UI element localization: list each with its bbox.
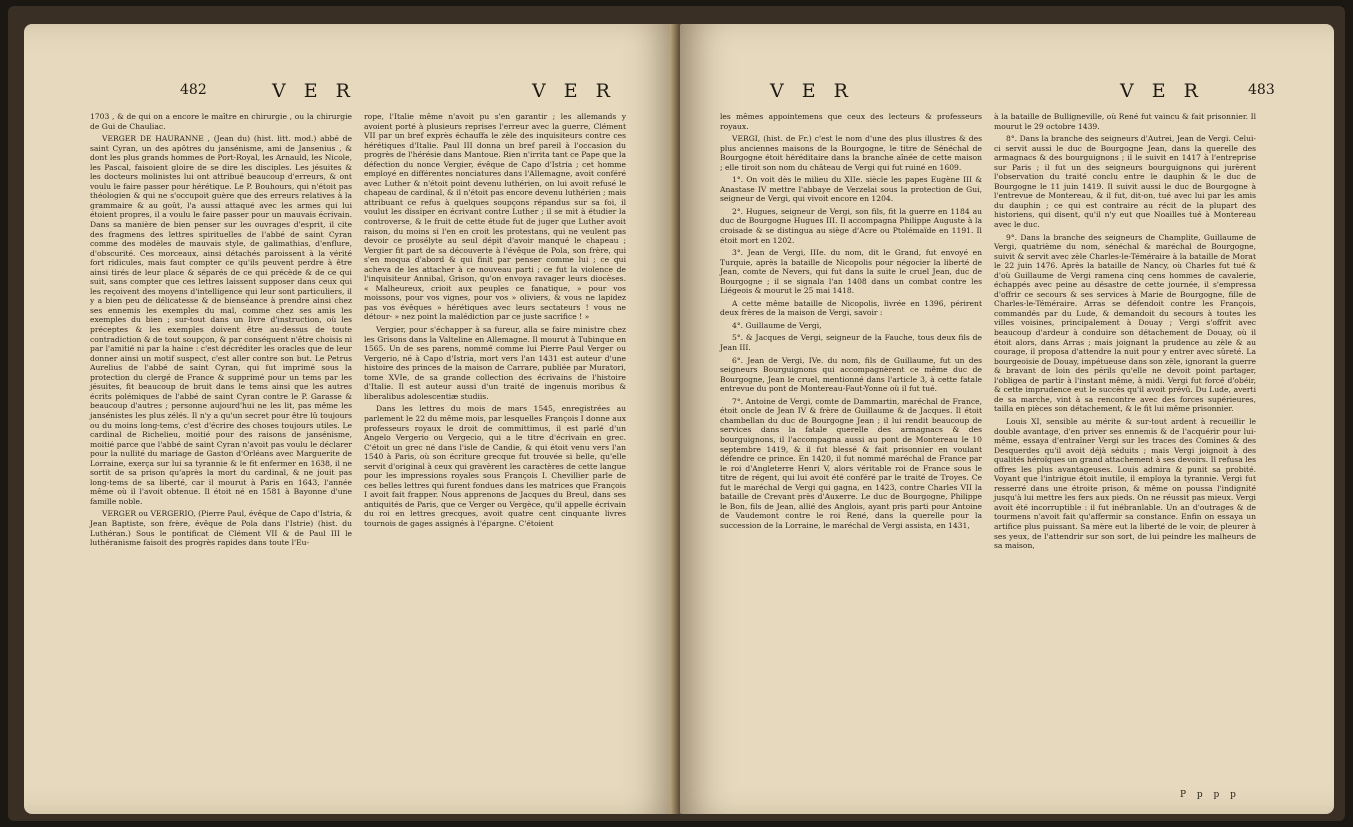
running-head: V E R bbox=[770, 80, 854, 102]
running-head: V E R bbox=[1120, 80, 1204, 102]
paragraph: les mêmes appointemens que ceux des lecteurs & professeurs royaux. bbox=[720, 112, 982, 131]
text-column-1 bbox=[90, 112, 352, 551]
paragraph: 8°. Dans la branche des seigneurs d'Autrei, Jean de Vergi. Celui-ci servit aussi le duc de Bourgogne Jean, dans la querelle des armagnacs & des bourguignons ; il le suivit en 1417 à l'entreprise sur Paris ; il fut un des seigneurs bourguignons qui jurèrent l'observation du traité conclu entre le dauphin & le duc de Bourgogne le 11 juin 1419. Il suivit aussi le duc de Bourgogne à l'entrevue de Montereau, & il fut, dit-on, tué avec lui par les amis du dauphin ; ce qui est contraire au récit de la plupart des historiens, qui disent, qu'il n'y eut que Noailles tué à Montereau avec le duc. bbox=[994, 134, 1256, 230]
paragraph: 7°. Antoine de Vergi, comte de Dammartin, maréchal de France, étoit oncle de Jean IV & frère de Guillaume & de Jacques. Il étoit chambellan du duc de Bourgogne Jean ; il lui rendit beaucoup de services dans la fatale querelle des armagnacs & des bourguignons, il l'accompagna aussi au pont de Montereau le 10 septembre 1419, & il fut blessé & fait prisonnier en voulant défendre ce prince. En 1420, il fut nommé maréchal de France par le roi d'Angleterre Henri V, alors véritable roi de France sous le titre de régent, qui lui avoit été conféré par le traité de Troyes. Ce fut le maréchal de Vergi qui gagna, en 1423, contre Charles VII la bataille de Crevant près d'Auxerre. Le duc de Bourgogne, Philippe le Bon, fils de Jean, allié des Anglois, ayant pris parti pour Antoine de Vaudemont contre le roi René, dans la querelle pour la succession de la Lorraine, le maréchal de Vergi assista, en 1431, bbox=[720, 396, 982, 530]
running-head: V E R bbox=[532, 80, 616, 102]
page-number: 483 bbox=[1248, 82, 1275, 98]
running-head: V E R bbox=[272, 80, 356, 102]
paragraph: 1°. On voit dès le milieu du XIIe. siècle les papes Eugène III & Anastase IV mettre l'abbaye de Verzelai sous la protection de Gui, seigneur de Vergi, qui vivoit encore en 1204. bbox=[720, 175, 982, 204]
paragraph: 2°. Hugues, seigneur de Vergi, son fils, fit la guerre en 1184 au duc de Bourgogne Hugues III. Il accompagna Philippe Auguste à la croisade & se distingua au siège d'Acre ou Ptolémaïde en 1191. Il étoit mort en 1202. bbox=[720, 206, 982, 245]
paragraph: 4°. Guillaume de Vergi, bbox=[732, 320, 822, 330]
paragraph: 5°. & Jacques de Vergi, seigneur de la Fauche, tous deux fils de Jean III. bbox=[720, 333, 982, 353]
text-column-2 bbox=[994, 112, 1256, 554]
paragraph: VERGER DE HAURANNE , (Jean du) (hist. litt. mod.) abbé de saint Cyran, un des apôtres du jansénisme, ami de Jansenius , & dont les plus grands hommes de Port-Royal, les Arnauld, les Nicole, les Pascal, faisoient gloire de se dire les disciples. Les jésuites & les docteurs molinistes lui ont attribué beaucoup d'erreurs, & ont voulu le faire passer pour hérétique. Le P. Bouhours, qui n'étoit pas théologien & qui ne s'occupoit guère que des erreurs relatives à la grammaire & au goût, l'a aussi attaqué avec les armes qui lui étoient propres, il a voulu le faire passer pour un mauvais écrivain. Dans sa manière de bien penser sur les ouvrages d'esprit, il cite des fragmens des lettres spirituelles de l'abbé de saint Cyran comme des modèles de mauvais style, de galimathias, d'enflure, d'obscurité. Ces morceaux, ainsi détachés paroissent à la vérité fort ridicules, mais faut compter ce qu'ils peuvent perdre à être ainsi tirés de leur place & séparés de ce qui précède & de ce qui suit, sans compter que ces lettres laissent supposer dans ceux qui les reçoivent des moyens d'intelligence qui leur sont particuliers, il y a bien peu de délicatesse & de bienséance à prendre ainsi chez ses ennemis les exemples du mal, comme chez ses amis les exemples du bien ; sur-tout dans un livre d'instruction, où les préceptes & les exemples doivent être au-dessus de toute contradiction & de tout soupçon, & par conséquent n'être choisis ni par l'amitié ni par la haine : c'est décréditer les oracles que de leur donner ainsi un motif suspect, c'est aller contre son but. Le Petrus Aurelius de l'abbé de saint Cyran, qui fut imprimé sous la protection du clergé de France & supprimé pour un tems par les jésuites, fit beaucoup de bruit dans le tems ainsi que les autres écrits polémiques de l'abbé de saint Cyran contre le P. Garasse & beaucoup d'autres ; personne aujourd'hui ne les lit, pas même les jansénistes les plus zélés. Il n'y a qu'un secret pour être lû toujours ou du moins long-tems, c'est d'écrire des choses toujours utiles. Le cardinal de Richelieu, moitié pour des raisons de jansénisme, moitié parce que l'abbé de saint Cyran n'avoit pas voulu le déclarer pour la nullité du mariage de Gaston d'Orléans avec Marguerite de Lorraine, exerça sur lui sa tyrannie & le fit enfermer en 1638, il ne sortit de sa prison qu'après la mort du cardinal, & ne jouit pas long-tems de sa liberté, car il mourut à Paris en 1643, l'année même où il l'avoit obtenue. Il étoit né en 1581 à Bayonne d'une famille noble. bbox=[90, 134, 352, 506]
paragraph: Dans les lettres du mois de mars 1545, enregistrées au parlement le 22 du même mois, par lesquelles François I donne aux professeurs royaux le droit de committimus, il est parlé d'un Angelo Vergerio ou Vergecio, qui a le titre d'écrivain en grec. C'étoit un grec né dans l'isle de Candie, & qui étoit venu vers l'an 1540 à Paris, où son écriture grecque fut trouvée si belle, qu'elle servit d'original à ceux qui gravèrent les caractères de cette langue pour les impressions royales sous François I. Chevillier parle de ces belles lettres qui furent fondues dans les matrices que François I avoit fait frapper. Nous apprenons de Jacques du Breul, dans ses antiquités de Paris, que ce Verger ou Vergèce, qu'il appelle écrivain du roi en lettres grecques, avoit quatre cent cinquante livres tournois de gages assignés à l'épargne. C'étoient bbox=[364, 404, 626, 528]
paragraph: 6°. Jean de Vergi, IVe. du nom, fils de Guillaume, fut un des seigneurs Bourguignons qui accompagnèrent ce même duc de Bourgogne, Jean le cruel, mentionné dans l'article 3, à cette fatale entrevue du pont de Montereau-Faut-Yonne où il fut tué. bbox=[720, 355, 982, 394]
paragraph: Louis XI, sensible au mérite & sur-tout ardent à recueillir le double avantage, d'en priver ses ennemis & de l'acquérir pour lui-même, essaya d'entraîner Vergi sur les traces des Comines & des Desquerdes qu'il avoit déjà séduits ; mais Vergi joignoit à des qualités héroïques un grand attachement à ses devoirs. Il refusa les offres les plus avantageuses. Louis admira & punit sa probité. Voyant que l'intrigue étoit inutile, il employa la tyrannie. Vergi fut resserré dans une étroite prison, & même on poussa l'indignité jusqu'à lui mettre les fers aux pieds. On ne réussit pas mieux. Vergi avoit été incorruptible : il fut inébranlable. Un an d'outrages & de tourmens n'avoit fait qu'affermir sa constance. Enfin on essaya un artifice plus puissant. Sa mère eut la liberté de le voir, de pleurer à ses yeux, de l'attendrir sur son sort, de lui peindre les malheurs de sa maison, bbox=[994, 416, 1256, 551]
paragraph: Vergier, pour s'échapper à sa fureur, alla se faire ministre chez les Grisons dans la Valteline en Allemagne. Il mourut à Tubinque en 1565. Un de ses parens, nommé comme lui Pierre Paul Verger ou Vergerio, né à Capo d'Istria, mort vers l'an 1431 est auteur d'une histoire des princes de la maison de Carrare, publiée par Muratori, tome XVIe, de sa grande collection des écrivains de l'histoire d'Italie. Il est auteur aussi d'un traité de ingenuis moribus & liberalibus adolescentiæ studiis. bbox=[364, 325, 626, 401]
paragraph: 3°. Jean de Vergi, IIIe. du nom, dit le Grand, fut envoyé en Turquie, après la bataille de Nicopolis pour négocier la liberté de Jean, comte de Nevers, qui fut dans la suite le cruel Jean, duc de Bourgogne ; il se signala l'an 1408 dans un combat contre les Liégeois & mourut le 25 mai 1418. bbox=[720, 248, 982, 296]
paragraph: VERGER ou VERGERIO, (Pierre Paul, évêque de Capo d'Istria, & Jean Baptiste, son frère, évêque de Pola dans l'Istrie) (hist. du Luthéran.) Sous le pontificat de Clément VII & de Paul III le luthéranisme faisoit des progrès rapides dans toute l'Eu- bbox=[90, 509, 352, 548]
paragraph: 9°. Dans la branche des seigneurs de Champlite, Guillaume de Vergi, quatrième du nom, sénéchal & maréchal de Bourgogne, suivit & servit avec zèle Charles-le-Téméraire à la bataille de Morat le 22 juin 1476. Après la bataille de Nancy, où Charles fut tué & d'où Guillaume de Vergi ramena cinq cens hommes de cavalerie, échappés avec peine au désastre de cette journée, il s'empressa d'offrir ce secours & ses services à Marie de Bourgogne, fille de Charles-le-Téméraire. Arras se défendoit contre les François, commandés par du Lude, & demandoit du secours à toutes les villes voisines, principalement à Douay ; Vergi s'offrit avec beaucoup d'ardeur à conduire son détachement de Douay, où il étoit alors, dans Arras ; mais joignant la prudence au zèle & au courage, il proposa d'attendre la nuit pour y entrer avec sûreté. La bourgeoisie de Douay, impétueuse dans son zèle, ignorant la guerre & bravant de loin des périls qu'elle ne devoit point partager, l'obligea de partir à l'instant même, à midi. Vergi fut forcé d'obéir, & cette imprudence eut le succès qu'il avoit prévû. Du Lude, averti de sa marche, vint à sa rencontre avec des forces supérieures, tailla en pièces son détachement, & le fit lui même prisonnier. bbox=[994, 232, 1256, 414]
paragraph: à la bataille de Bulligneville, où René fut vaincu & fait prisonnier. Il mourut le 29 octobre 1439. bbox=[994, 112, 1256, 131]
paragraph: rope, l'Italie même n'avoit pu s'en garantir ; les allemands y avoient porté à plusieurs reprises l'erreur avec la guerre, Clément VII par un bref exprès échauffa le zèle des inquisiteurs contre ces hérétiques d'Italie. Paul III donna un bref pareil à l'occasion du progrès de l'hérésie dans Mantoue. Rien n'irrita tant ce Pape que la défection du nonce Vergier, évêque de Capo d'Istria ; cet homme employé en différentes nonciatures dans l'Allemagne, avoit conféré avec Luther & n'étoit point devenu luthérien, on lui avoit refusé le chapeau de cardinal, & il n'étoit pas encore devenu luthérien ; mais attribuant ce refus à quelques soupçons répandus sur sa foi, il voulut les dissiper en écrivant contre Luther ; il se mit à étudier la controverse, & le fruit de cette étude fut de juger que Luther avoit raison, du moins si l'en en croit les protestans, qui ne veulent pas devoir ce prosélyte au seul dépit d'avoir manqué le chapeau ; Vergier fit part de sa découverte à l'évêque de Pola, son frère, qui s'en moqua d'abord & qui finit par penser comme lui ; ce qui acheva de les attacher à ce nouveau parti ; ce fut la violence de l'inquisiteur Annibal, Grison, qu'on envoya ravager leurs diocèses. « Malheureux, crioit aux peuples ce fanatique, » pour vos moissons, pour vos vignes, pour vos » oliviers, & vous ne lapidez pas vos évêques » hérétiques avec leurs sectateurs ! vous ne détour- » nez point la malédiction par ce juste sacrifice ! » bbox=[364, 112, 626, 322]
paragraph: 1703 , & de qui on a encore le maître en chirurgie , ou la chirurgie de Gui de Chauliac. bbox=[90, 112, 352, 131]
paragraph: A cette même bataille de Nicopolis, livrée en 1396, périrent deux frères de la maison de Vergi, savoir : bbox=[720, 298, 982, 318]
text-column-1 bbox=[720, 112, 982, 533]
text-column-2 bbox=[364, 112, 626, 532]
right-page bbox=[680, 24, 1334, 814]
page-number: 482 bbox=[180, 82, 207, 98]
signature-mark: P p p p bbox=[1180, 790, 1240, 800]
book bbox=[8, 6, 1345, 821]
paragraph: VERGI, (hist. de Fr.) c'est le nom d'une des plus illustres & des plus anciennes maisons de la Bourgogne, le titre de Sénéchal de Bourgogne étoit héréditaire dans la branche aînée de cette maison ; elle tiroit son nom du château de Vergi qui fut ruiné en 1609. bbox=[720, 134, 982, 172]
left-page bbox=[24, 24, 676, 814]
